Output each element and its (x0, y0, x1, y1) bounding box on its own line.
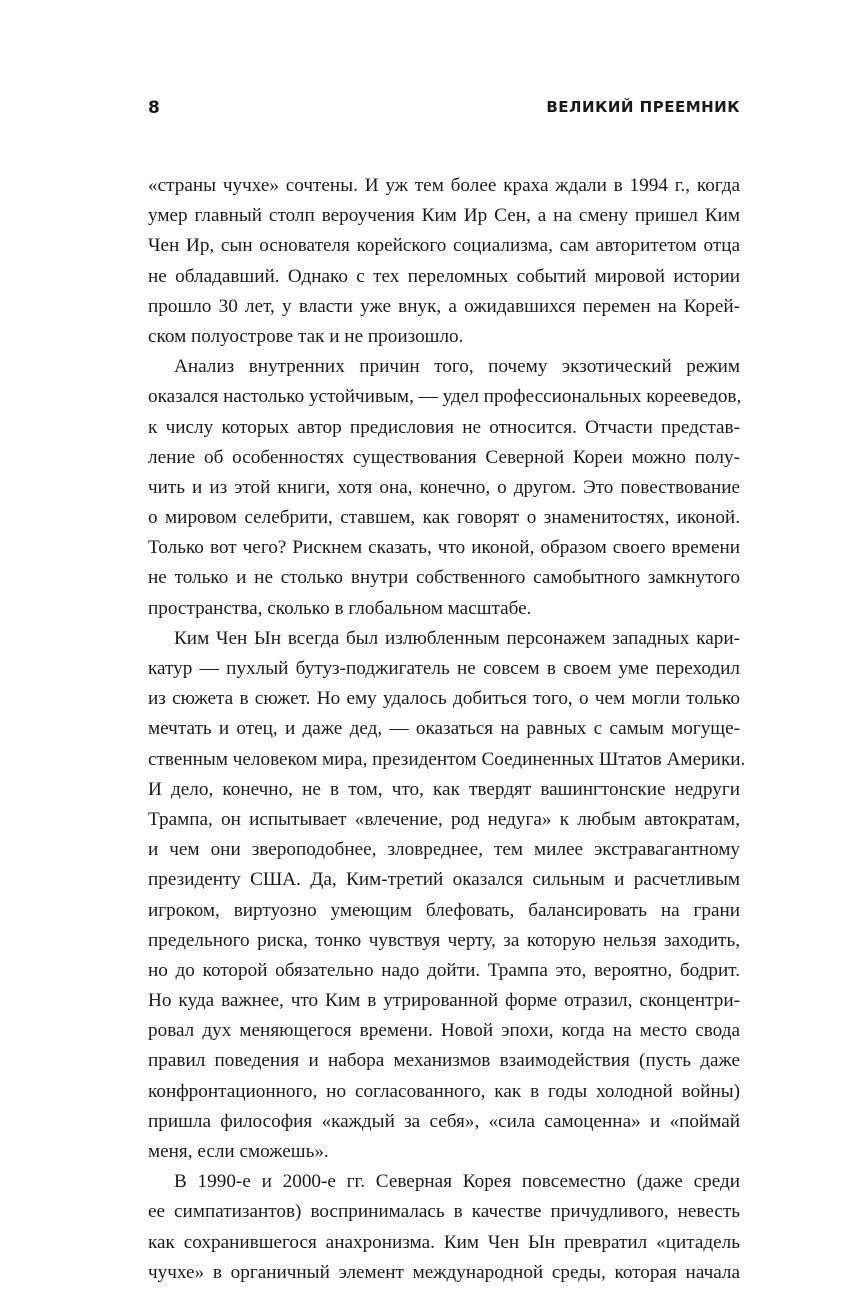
text-line: ственным человеком мира, президентом Соединенных Штатов Америки. (148, 748, 746, 770)
text-line: умер главный столп вероучения Ким Ир Сен, а на смену пришел Ким (148, 205, 740, 227)
text-line: Трампа, он испытывает «влечение, род недуга» к любым автократам, (148, 808, 740, 830)
text-line: как сохранившегося анахронизма. Ким Чен Ын превратил «цитадель (148, 1231, 740, 1253)
text-line: Чен Ир, сын основателя корейского социализма, сам авторитетом отца (148, 235, 740, 257)
paragraph (148, 624, 746, 1167)
text-line: И дело, конечно, не в том, что, как твердят вашингтонские недруги (148, 778, 740, 800)
text-line: к числу которых автор предисловия не относится. Отчасти представ- (148, 416, 740, 438)
text-line: чить и из этой книги, хотя она, конечно, о другом. Это повествование (148, 476, 740, 498)
text-line: ление об особенностях существования Северной Кореи можно полу- (148, 446, 740, 468)
text-line: меня, если сможешь». (148, 1141, 329, 1162)
text-line: Только вот чего? Рискнем сказать, что иконой, образом своего времени (148, 537, 740, 559)
paragraph (148, 171, 740, 352)
text-line: Но куда важнее, что Ким в утрированной форме отразил, сконцентри- (148, 990, 740, 1012)
text-line: В 1990-е и 2000-е гг. Северная Корея повсеместно (даже среди (174, 1171, 740, 1193)
paragraph (148, 1167, 740, 1288)
text-line: чучхе» в органичный элемент международной среды, которая начала (148, 1261, 740, 1283)
text-line: конфронтационного, но согласованного, как в годы холодной войны) (148, 1080, 740, 1102)
body-text (148, 171, 746, 1288)
text-line: ском полуострове так и не произошло. (148, 325, 464, 347)
paragraph (148, 352, 740, 624)
running-title: ВЕЛИКИЙ ПРЕЕМНИК (546, 98, 740, 116)
text-line: оказался настолько устойчивым, — удел профессиональных корееведов, (148, 386, 742, 408)
text-line: Анализ внутренних причин того, почему экзотический режим (174, 356, 740, 378)
text-line: Ким Чен Ын всегда был излюбленным персонажем западных кари- (174, 627, 740, 649)
page-number: 8 (148, 98, 161, 118)
text-line: игроком, виртуозно умеющим блефовать, балансировать на грани (148, 899, 740, 921)
text-line: о мировом селебрити, ставшем, как говорят о знаменитостях, иконой. (148, 507, 740, 529)
text-line: правил поведения и набора механизмов взаимодействия (пусть даже (148, 1050, 740, 1072)
text-line: «страны чучхе» сочтены. И уж тем более краха ждали в 1994 г., когда (148, 175, 740, 196)
text-line: прошло 30 лет, у власти уже внук, а ожидавшихся перемен на Корей- (148, 295, 740, 317)
text-line: и чем они звероподобнее, зловреднее, тем милее экстравагантному (148, 839, 740, 861)
text-line: но до которой обязательно надо дойти. Трампа это, вероятно, бодрит. (148, 959, 740, 981)
text-line: предельного риска, тонко чувствуя черту, за которую нельзя заходить, (148, 929, 740, 951)
text-line: из сюжета в сюжет. Но ему удалось добиться того, о чем могли только (148, 688, 740, 710)
text-line: не только и не столько внутри собственного самобытного замкнутого (148, 567, 740, 589)
text-line: пришла философия «каждый за себя», «сила самоценна» и «поймай (148, 1110, 740, 1132)
text-line: катур — пухлый бутуз-поджигатель не совсем в своем уме переходил (148, 658, 740, 679)
text-line: президенту США. Да, Ким-третий оказался сильным и расчетливым (148, 869, 740, 891)
text-line: ее симпатизантов) воспринималась в качестве причудливого, невесть (148, 1201, 740, 1223)
text-line: мечтать и отец, и даже дед, — оказаться на равных с самым могуще- (148, 718, 740, 740)
text-line: пространства, сколько в глобальном масштабе. (148, 597, 532, 619)
page-header (148, 98, 740, 122)
text-line: не обладавший. Однако с тех переломных событий мировой истории (148, 265, 740, 287)
text-line: ровал дух меняющегося времени. Новой эпохи, когда на место свода (148, 1020, 740, 1042)
